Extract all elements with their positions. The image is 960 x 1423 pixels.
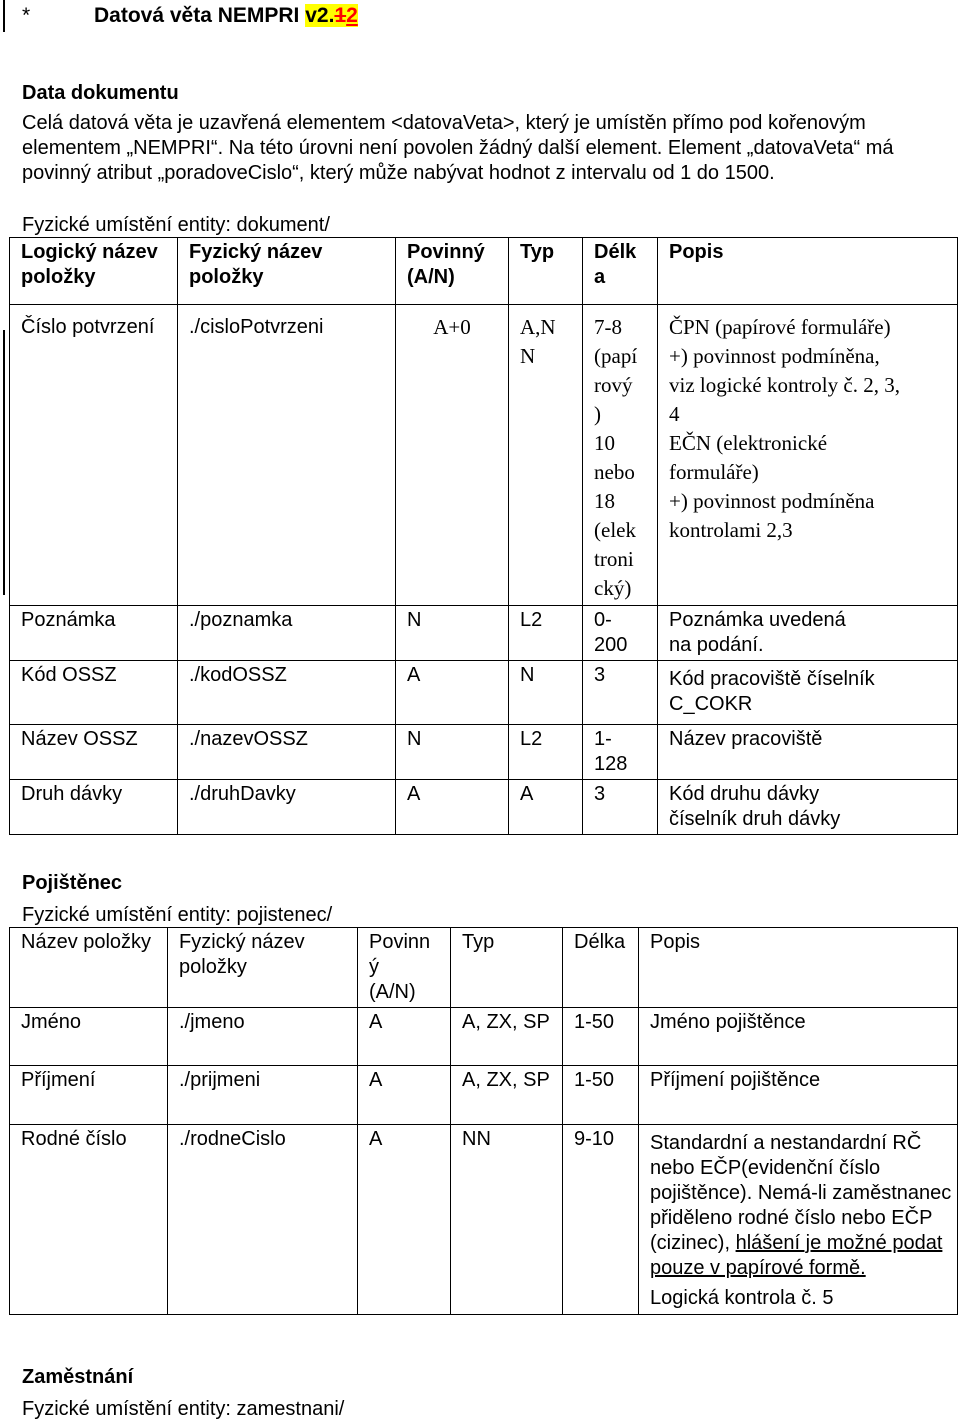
pojistenec-table xyxy=(9,927,958,1315)
section-heading: Data dokumentu xyxy=(22,82,179,104)
column-header: Typ xyxy=(451,928,563,1008)
cell-description: Jméno pojištěnce xyxy=(639,1008,958,1066)
cell-description: ČPN (papírové formuláře) +) povinnost podmíněna, viz logické kontroly č. 2, 3, 4 EČN (elektronické formuláře) +) povinnost podmíněna kontrolami 2,3 xyxy=(658,305,958,606)
cell-physical-name: ./cisloPotvrzeni xyxy=(178,305,396,606)
cell-physical-name: ./jmeno xyxy=(168,1008,358,1066)
table-row xyxy=(10,661,958,725)
column-header: Povinný (A/N) xyxy=(396,238,509,305)
column-header: Fyzický název položky xyxy=(178,238,396,305)
cell-mandatory: A xyxy=(358,1066,451,1125)
cell-description: Kód druhu dávky číselník druh dávky xyxy=(658,780,958,835)
cell-mandatory: A xyxy=(396,661,509,725)
cell-logical-name: Název OSSZ xyxy=(10,725,178,780)
cell-length: 9-10 xyxy=(563,1125,639,1315)
cell-type: A, ZX, SP xyxy=(451,1008,563,1066)
cell-description: Název pracoviště xyxy=(658,725,958,780)
cell-description: Poznámka uvedená na podání. xyxy=(658,606,958,661)
cell-physical-name: ./prijmeni xyxy=(168,1066,358,1125)
cell-physical-name: ./kodOSSZ xyxy=(178,661,396,725)
data-dokumentu-section xyxy=(22,82,952,105)
cell-description: Příjmení pojištěnce xyxy=(639,1066,958,1125)
section-heading: Zaměstnání xyxy=(22,1366,134,1388)
entity-location: Fyzické umístění entity: pojistenec/ xyxy=(22,904,333,926)
section-heading: Pojištěnec xyxy=(22,872,123,894)
cell-physical-name: ./nazevOSSZ xyxy=(178,725,396,780)
cell-mandatory: N xyxy=(396,725,509,780)
table-header-row xyxy=(10,928,958,1008)
column-header: Fyzický název položky xyxy=(168,928,358,1008)
entity-location: Fyzické umístění entity: zamestnani/ xyxy=(22,1398,345,1420)
entity-location: Fyzické umístění entity: dokument/ xyxy=(22,214,330,236)
version-highlight: v2.12 xyxy=(305,4,358,27)
description-line: elementem „NEMPRI“. Na této úrovni není povolen žádný další element. Element „datovaVeta“ má xyxy=(22,137,894,159)
cell-description: Standardní a nestandardní RČ nebo EČP(evidenční číslo pojištěnce). Nemá-li zaměstnanec přiděleno rodné číslo nebo EČP (cizinec), hlášení je možné podat pouze v papírové formě. Logická kontrola č. 5 xyxy=(639,1125,958,1315)
cell-type: L2 xyxy=(509,725,583,780)
cell-logical-name: Poznámka xyxy=(10,606,178,661)
pojistenec-section xyxy=(22,872,952,895)
cell-mandatory: A+0 xyxy=(396,305,509,606)
description-line: povinný atribut „poradoveCislo“, který může nabývat hodnot z intervalu od 1 do 1500. xyxy=(22,162,775,184)
revision-change-bar xyxy=(3,0,5,32)
cell-length: 1-50 xyxy=(563,1008,639,1066)
cell-length: 3 xyxy=(583,661,658,725)
table-row xyxy=(10,780,958,835)
cell-length: 7-8 (papí rový ) 10 nebo 18 (elek troni cký) xyxy=(583,305,658,606)
cell-length: 1-50 xyxy=(563,1066,639,1125)
cell-type: NN xyxy=(451,1125,563,1315)
revision-change-bar xyxy=(3,330,5,595)
table-row xyxy=(10,1125,958,1315)
cell-description: Kód pracoviště číselník C_COKR xyxy=(658,661,958,725)
cell-physical-name: ./rodneCislo xyxy=(168,1125,358,1315)
cell-type: N xyxy=(509,661,583,725)
cell-physical-name: ./druhDavky xyxy=(178,780,396,835)
cell-mandatory: A xyxy=(358,1008,451,1066)
cell-item-name: Příjmení xyxy=(10,1066,168,1125)
cell-type: A xyxy=(509,780,583,835)
table-row xyxy=(10,1066,958,1125)
cell-mandatory: N xyxy=(396,606,509,661)
cell-logical-name: Číslo potvrzení xyxy=(10,305,178,606)
table-header-row xyxy=(10,238,958,305)
column-header: Typ xyxy=(509,238,583,305)
cell-item-name: Rodné číslo xyxy=(10,1125,168,1315)
column-header: Povinn ý (A/N) xyxy=(358,928,451,1008)
column-header: Název položky xyxy=(10,928,168,1008)
dokument-table xyxy=(9,237,958,835)
zamestnani-section xyxy=(22,1366,952,1389)
cell-type: A, ZX, SP xyxy=(451,1066,563,1125)
section-description xyxy=(22,111,952,186)
cell-mandatory: A xyxy=(358,1125,451,1315)
cell-type: A,N N xyxy=(509,305,583,606)
column-header: Popis xyxy=(658,238,958,305)
cell-item-name: Jméno xyxy=(10,1008,168,1066)
cell-logical-name: Druh dávky xyxy=(10,780,178,835)
description-line: Celá datová věta je uzavřená elementem <datovaVeta>, který je umístěn přímo pod kořenovým xyxy=(22,112,866,134)
cell-mandatory: A xyxy=(396,780,509,835)
table-row xyxy=(10,1008,958,1066)
section-title xyxy=(22,4,358,28)
cell-physical-name: ./poznamka xyxy=(178,606,396,661)
cell-type: L2 xyxy=(509,606,583,661)
cell-length: 0- 200 xyxy=(583,606,658,661)
column-header: Délk a xyxy=(583,238,658,305)
cell-length: 3 xyxy=(583,780,658,835)
cell-logical-name: Kód OSSZ xyxy=(10,661,178,725)
column-header: Logický název položky xyxy=(10,238,178,305)
title-marker: * xyxy=(22,4,31,27)
version-deleted: 1 xyxy=(334,4,347,27)
title-text: Datová věta NEMPRI xyxy=(94,4,306,27)
table-row xyxy=(10,725,958,780)
cell-length: 1- 128 xyxy=(583,725,658,780)
column-header: Popis xyxy=(639,928,958,1008)
version-inserted: 2 xyxy=(346,4,358,27)
column-header: Délka xyxy=(563,928,639,1008)
table-row xyxy=(10,606,958,661)
table-row xyxy=(10,305,958,606)
